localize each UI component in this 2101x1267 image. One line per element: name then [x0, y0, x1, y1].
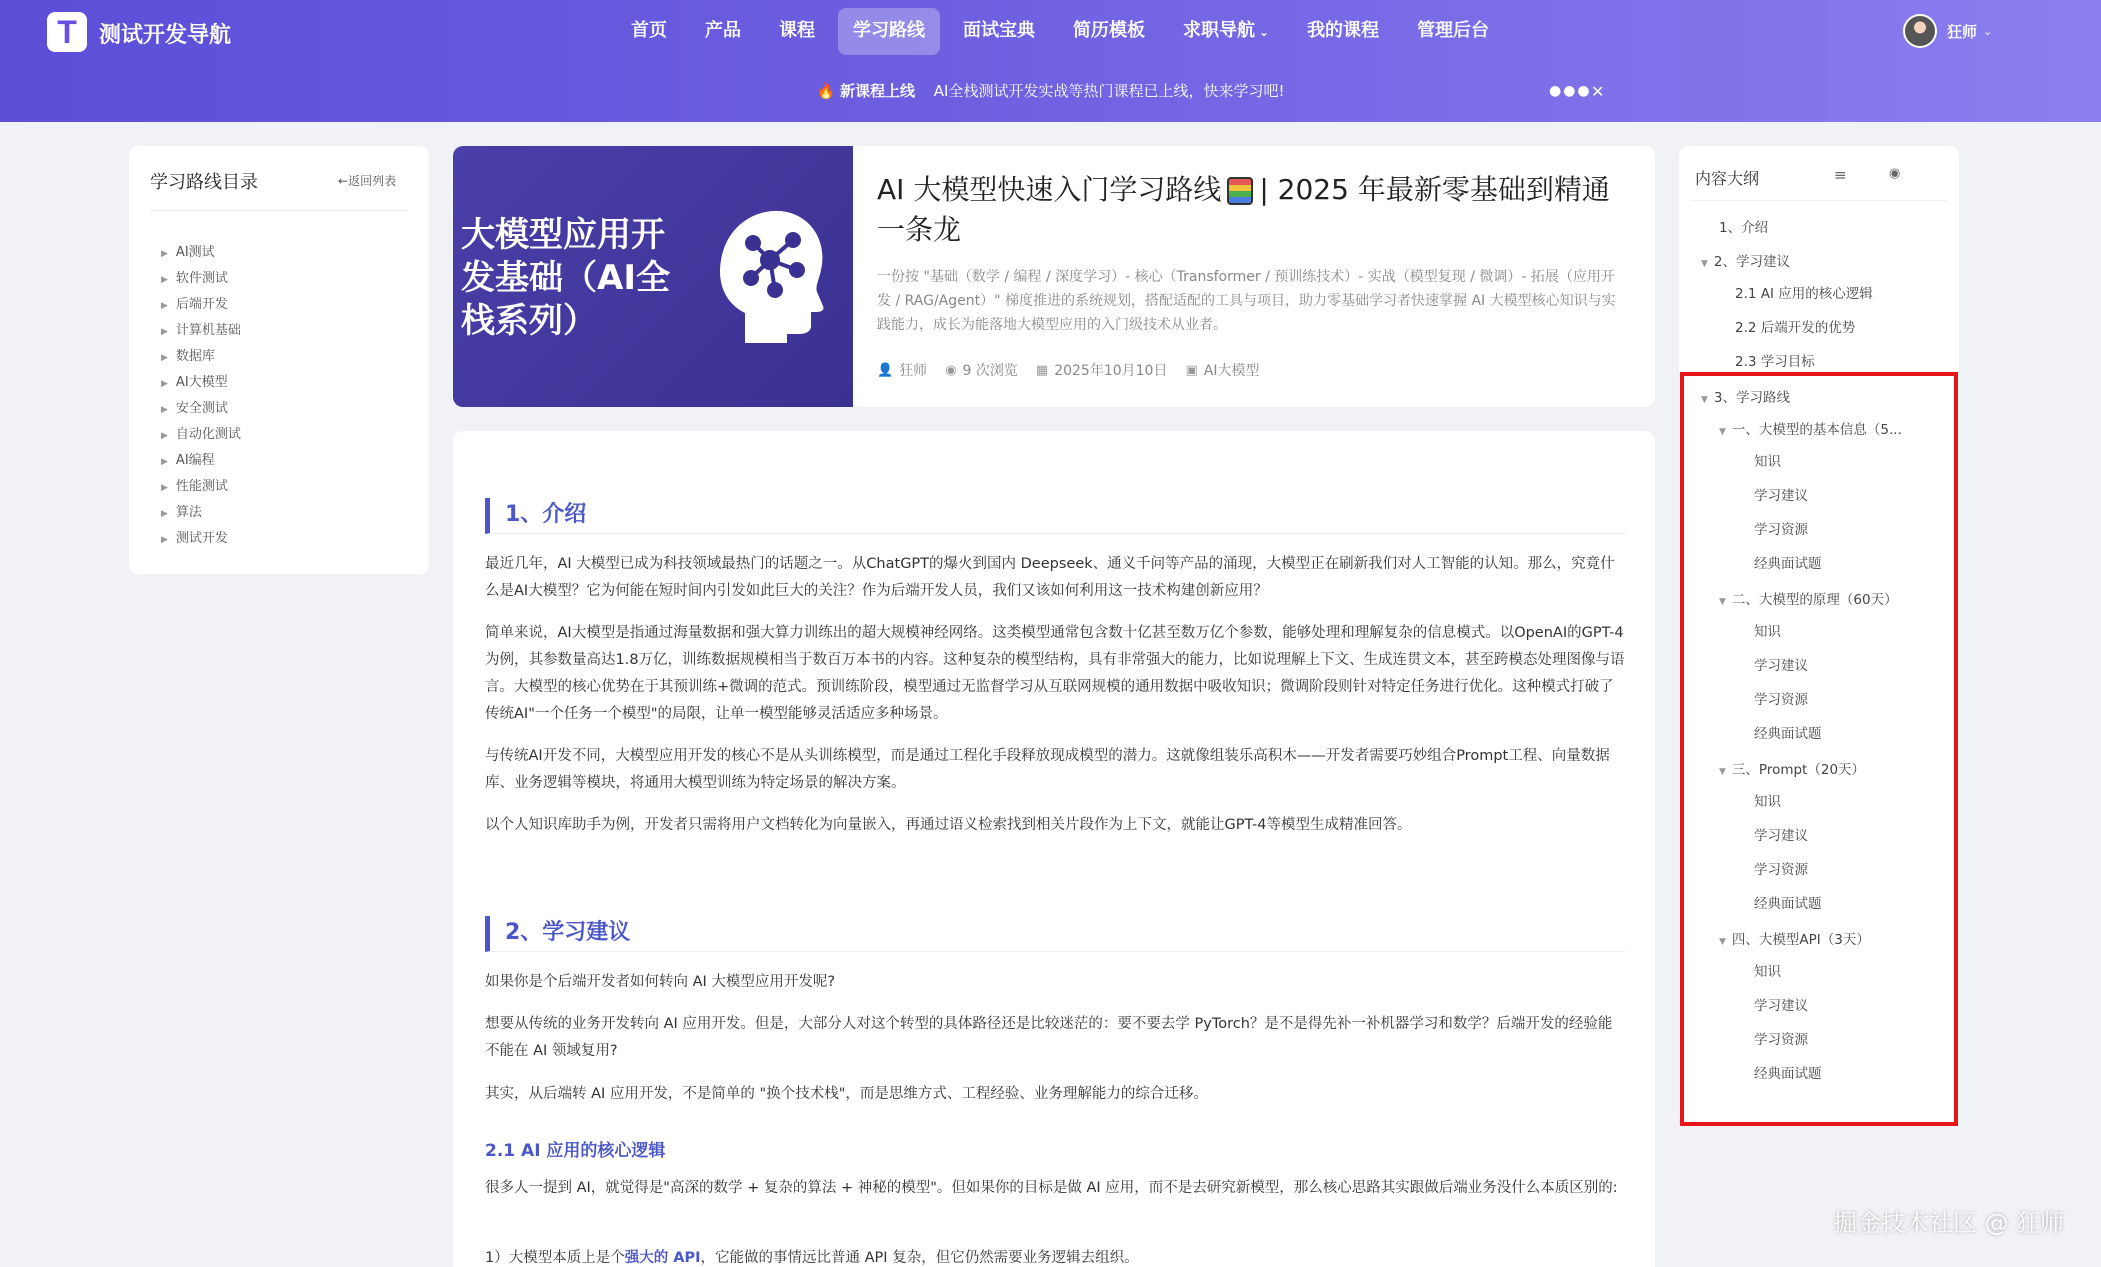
- outline-item[interactable]: 知识: [1754, 964, 1781, 980]
- eye-icon: ◉: [945, 362, 957, 378]
- outline-item[interactable]: 知识: [1754, 794, 1781, 810]
- caret-right-icon: ▶: [161, 275, 168, 285]
- outline-item[interactable]: 1、介绍: [1719, 220, 1769, 236]
- main-nav: [612, 8, 1508, 55]
- caret-right-icon: ▶: [161, 327, 168, 337]
- watermark: 掘金技术社区 @ 狂师: [1833, 1209, 2065, 1237]
- category-item[interactable]: ▶ 计算机基础: [161, 323, 241, 338]
- caret-right-icon: ▶: [161, 353, 168, 363]
- caret-down-icon: ▼: [1719, 597, 1726, 607]
- nav-courses[interactable]: 课程: [779, 20, 815, 41]
- category-item[interactable]: ▶ 自动化测试: [161, 427, 241, 442]
- content-outline-panel: [1679, 146, 1959, 1126]
- announcement-tag: 新课程上线: [839, 82, 915, 100]
- nav-job-guide[interactable]: [1168, 8, 1284, 55]
- article-description: 一份按 "基础（数学 / 编程 / 深度学习）- 核心（Transformer / 预训练技术）- 实战（模型复现 / 微调）- 拓展（应用开发 / RAG/Agent）" 梯度推进的系统规划，搭配适配的工具与项目，助力零基础学习者快速掌握 AI 大模型核心知识与实践能力，成长为能落地大模型应用的入门级技术从业者。: [877, 269, 1616, 333]
- paragraph: 想要从传统的业务开发转向 AI 应用开发。但是，大部分人对这个转型的具体路径还是比较迷茫的：要不要去学 PyTorch？是不是得先补一补机器学习和数学？后端开发的经验能不能在 AI 领域复用?: [485, 1016, 1613, 1059]
- close-icon[interactable]: ✕: [1591, 82, 1605, 101]
- outline-item[interactable]: 2.1 AI 应用的核心逻辑: [1735, 286, 1873, 302]
- avatar: [1903, 14, 1937, 48]
- user-name: 狂师: [1947, 22, 1978, 41]
- caret-right-icon: ▶: [161, 405, 168, 415]
- cover-image: [453, 146, 853, 407]
- announcement-bar: [0, 80, 2101, 101]
- books-icon: [1227, 177, 1253, 205]
- category-item[interactable]: ▶ AI大模型: [161, 375, 228, 390]
- outline-title: 内容大纲: [1695, 169, 1760, 188]
- outline-item[interactable]: ▼ 2、学习建议: [1701, 254, 1791, 270]
- article-header-card: [453, 146, 1655, 407]
- outline-item[interactable]: ▼ 一、大模型的基本信息（5...: [1719, 422, 1902, 438]
- back-to-list-link[interactable]: [338, 172, 396, 189]
- caret-right-icon: ▶: [161, 535, 168, 545]
- category-item[interactable]: ▶ AI测试: [161, 245, 215, 260]
- caret-right-icon: ▶: [161, 249, 168, 259]
- caret-down-icon: ▼: [1719, 427, 1726, 437]
- list-icon[interactable]: ≡: [1834, 166, 1847, 184]
- cover-title: 大模型应用开发基础（AI全栈系列）: [461, 215, 670, 341]
- announcement-text[interactable]: AI全栈测试开发实战等热门课程已上线，快来学习吧!: [933, 82, 1285, 100]
- nav-admin[interactable]: 管理后台: [1417, 20, 1490, 41]
- category-item[interactable]: ▶ 数据库: [161, 349, 215, 364]
- outline-item[interactable]: 知识: [1754, 454, 1781, 470]
- caret-right-icon: ▶: [161, 431, 168, 441]
- section-heading: 2、学习建议: [485, 916, 1625, 952]
- outline-item[interactable]: 学习建议: [1754, 488, 1808, 504]
- folder-icon: ▣: [1185, 362, 1198, 378]
- outline-item[interactable]: ▼ 二、大模型的原理（60天）: [1719, 592, 1898, 608]
- outline-item[interactable]: 学习资源: [1754, 1032, 1808, 1048]
- more-dots-icon[interactable]: ●●●: [1549, 83, 1592, 99]
- category-item[interactable]: ▶ 安全测试: [161, 401, 228, 416]
- outline-item[interactable]: 经典面试题: [1754, 1066, 1822, 1082]
- nav-job-guide-label: 求职导航: [1183, 20, 1255, 41]
- caret-down-icon: ▼: [1701, 395, 1708, 405]
- nav-products[interactable]: 产品: [705, 20, 741, 41]
- api-link[interactable]: 强大的 API: [624, 1250, 701, 1266]
- panel-title: 学习路线目录: [150, 172, 258, 193]
- meta-author[interactable]: 👤 狂师: [877, 362, 928, 379]
- divider: [150, 210, 408, 211]
- caret-right-icon: ▶: [161, 301, 168, 311]
- chevron-down-icon: ⌄: [1259, 25, 1270, 39]
- eye-slash-icon[interactable]: ◉: [1889, 166, 1901, 181]
- calendar-icon: ▦: [1035, 362, 1049, 378]
- nav-interview[interactable]: 面试宝典: [963, 20, 1035, 41]
- outline-item[interactable]: 学习资源: [1754, 522, 1808, 538]
- category-item[interactable]: ▶ 后端开发: [161, 297, 228, 312]
- paragraph: 最近几年，AI 大模型已成为科技领域最热门的话题之一。从ChatGPT的爆火到国内 Deepseek、通义千问等产品的涌现，大模型正在刷新我们对人工智能的认知。那么，究竟什么是AI大模型？它为何能在短时间内引发如此巨大的关注？作为后端开发人员，我们又该如何利用这一技术构建创新应用？: [485, 556, 1615, 599]
- category-item[interactable]: ▶ 性能测试: [161, 479, 228, 494]
- category-item[interactable]: ▶ 软件测试: [161, 271, 228, 286]
- caret-right-icon: ▶: [161, 509, 168, 519]
- outline-item[interactable]: 2.3 学习目标: [1735, 354, 1815, 370]
- outline-item[interactable]: 学习建议: [1754, 828, 1808, 844]
- subsection-heading: 2.1 AI 应用的核心逻辑: [485, 1141, 666, 1161]
- article-meta: [877, 360, 1277, 380]
- paragraph: 其实，从后端转 AI 应用开发，不是简单的 "换个技术栈"，而是思维方式、工程经验、业务理解能力的综合迁移。: [485, 1086, 1208, 1102]
- chevron-down-icon: ⌄: [1983, 24, 1993, 38]
- caret-down-icon: ▼: [1701, 259, 1708, 269]
- user-icon: 👤: [877, 362, 894, 378]
- site-logo[interactable]: T: [47, 12, 87, 52]
- meta-views: ◉ 9 次浏览: [945, 362, 1018, 379]
- article-content: [453, 431, 1655, 1267]
- outline-item[interactable]: 学习资源: [1754, 692, 1808, 708]
- section-heading: 1、介绍: [485, 498, 1625, 534]
- category-item[interactable]: ▶ 算法: [161, 505, 202, 520]
- caret-right-icon: ▶: [161, 379, 168, 389]
- meta-category[interactable]: ▣ AI大模型: [1185, 362, 1260, 379]
- category-item[interactable]: ▶ 测试开发: [161, 531, 228, 546]
- user-menu[interactable]: [1903, 14, 1992, 48]
- outline-item[interactable]: 知识: [1754, 624, 1781, 640]
- nav-my-courses[interactable]: 我的课程: [1307, 20, 1380, 41]
- nav-learning-path[interactable]: 学习路线: [838, 8, 940, 55]
- nav-resume[interactable]: 简历模板: [1073, 20, 1145, 41]
- ai-brain-icon: [715, 198, 825, 348]
- paragraph: 如果你是个后端开发者如何转向 AI 大模型应用开发呢?: [485, 974, 836, 990]
- outline-item[interactable]: ▼ 四、大模型API（3天）: [1719, 932, 1870, 948]
- article-title: AI 大模型快速入门学习路线 | 2025 年最新零基础到精通一条龙: [877, 173, 1610, 246]
- caret-down-icon: ▼: [1719, 937, 1726, 947]
- fire-icon: 🔥: [816, 82, 836, 100]
- caret-right-icon: ▶: [161, 457, 168, 467]
- outline-item[interactable]: 学习建议: [1754, 658, 1808, 674]
- outline-item[interactable]: 学习资源: [1754, 862, 1808, 878]
- arrow-left-icon: ←: [338, 174, 349, 188]
- outline-item[interactable]: 经典面试题: [1754, 556, 1822, 572]
- divider: [1691, 200, 1947, 201]
- caret-right-icon: ▶: [161, 483, 168, 493]
- category-item[interactable]: ▶ AI编程: [161, 453, 215, 468]
- paragraph: 1）大模型本质上是个强大的 API，它能做的事情远比普通 API 复杂，但它仍然需要业务逻辑去组织。: [485, 1250, 1139, 1266]
- outline-item[interactable]: 学习建议: [1754, 998, 1808, 1014]
- outline-item[interactable]: ▼ 三、Prompt（20天）: [1719, 762, 1866, 778]
- outline-item[interactable]: 2.2 后端开发的优势: [1735, 320, 1856, 336]
- site-brand[interactable]: 测试开发导航: [99, 23, 232, 48]
- outline-item[interactable]: 经典面试题: [1754, 726, 1822, 742]
- paragraph: 简单来说，AI大模型是指通过海量数据和强大算力训练出的超大规模神经网络。这类模型通常包含数十亿甚至数万亿个参数，能够处理和理解复杂的信息模式。以OpenAI的GPT-4为例，其参数量高达1.8万亿，训练数据规模相当于数百万本书的内容。这种复杂的模型结构，具有非常强大的能力，比如说理解上下文、生成连贯文本，甚至跨模态处理图像与语言。大模型的核心优势在于其预训练+微调的范式。预训练阶段，模型通过无监督学习从互联网规模的通用数据中吸收知识；微调阶段则针对特定任务进行优化。这种模式打破了传统AI"一个任务一个模型"的局限，让单一模型能够灵活适应多种场景。: [485, 625, 1625, 722]
- meta-date: ▦ 2025年10月10日: [1035, 362, 1168, 379]
- nav-home[interactable]: 首页: [631, 20, 667, 41]
- paragraph: 与传统AI开发不同，大模型应用开发的核心不是从头训练模型，而是通过工程化手段释放现成模型的潜力。这就像组装乐高积木——开发者需要巧妙组合Prompt工程、向量数据库、业务逻辑等模块，将通用大模型训练为特定场景的解决方案。: [485, 748, 1610, 791]
- back-link-label: 返回列表: [348, 174, 397, 188]
- paragraph: 很多人一提到 AI，就觉得是"高深的数学 + 复杂的算法 + 神秘的模型"。但如果你的目标是做 AI 应用，而不是去研究新模型，那么核心思路其实跟做后端业务没什么本质区别的:: [485, 1180, 1618, 1196]
- paragraph: 以个人知识库助手为例，开发者只需将用户文档转化为向量嵌入，再通过语义检索找到相关片段作为上下文，就能让GPT-4等模型生成精准回答。: [485, 817, 1412, 833]
- outline-item[interactable]: ▼ 3、学习路线: [1701, 390, 1791, 406]
- top-header: [0, 0, 2101, 122]
- path-directory-panel: [129, 146, 429, 574]
- caret-down-icon: ▼: [1719, 767, 1726, 777]
- outline-item[interactable]: 经典面试题: [1754, 896, 1822, 912]
- category-list: [161, 240, 241, 552]
